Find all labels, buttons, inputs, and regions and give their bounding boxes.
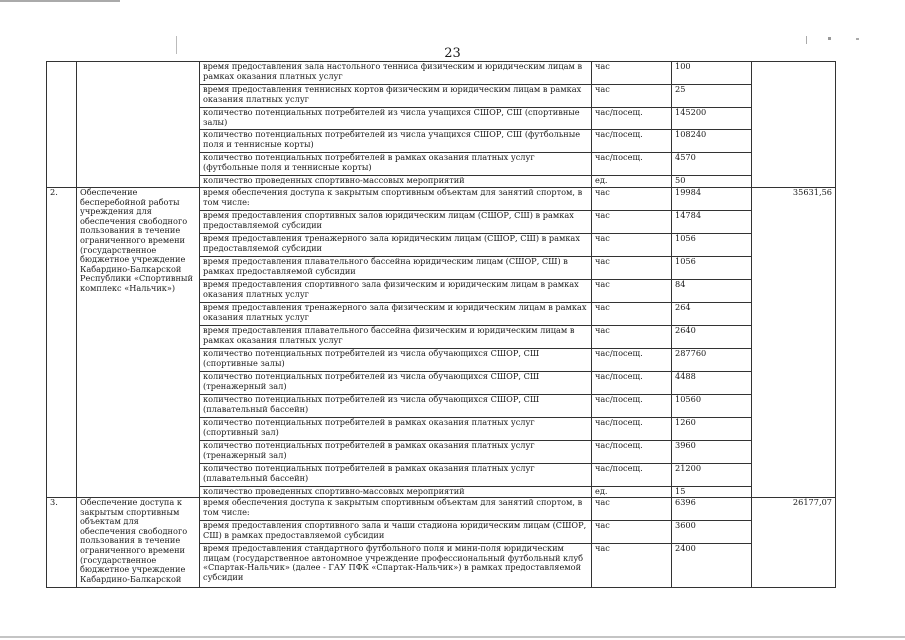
indicator-cell: время предоставления спортивного зала и чаши стадиона юридическим лицам (СШОР, СШ) в рамках предоставляемой субсидии <box>200 521 592 544</box>
indicator-cell: количество проведенных спортивно-массовых мероприятий <box>200 487 592 498</box>
value-cell: 108240 <box>672 130 752 153</box>
sum-cell <box>752 62 836 188</box>
indicator-cell: количество потенциальных потребителей из числа учащихся СШОР, СШ (футбольные поля и теннисные корты) <box>200 130 592 153</box>
unit-cell: час <box>592 498 672 521</box>
unit-cell: час <box>592 234 672 257</box>
indicator-cell: количество потенциальных потребителей из числа обучающихся СШОР, СШ (плавательный бассейн) <box>200 395 592 418</box>
unit-cell: час <box>592 280 672 303</box>
unit-cell: час <box>592 521 672 544</box>
unit-cell: час/посещ. <box>592 464 672 487</box>
value-cell: 21200 <box>672 464 752 487</box>
indicator-cell: время предоставления теннисных кортов физическим и юридическим лицам в рамках оказания платных услуг <box>200 85 592 108</box>
indicator-cell: количество потенциальных потребителей из числа обучающихся СШОР, СШ (тренажерный зал) <box>200 372 592 395</box>
sum-cell: 26177,07 <box>752 498 836 588</box>
unit-cell: час/посещ. <box>592 349 672 372</box>
value-cell: 2400 <box>672 544 752 588</box>
scan-mark-right-2 <box>828 37 831 40</box>
value-cell: 50 <box>672 176 752 188</box>
num-cell: 2. <box>47 188 77 498</box>
indicator-cell: время предоставления спортивного зала физическим и юридическим лицам в рамках оказания платных услуг <box>200 280 592 303</box>
unit-cell: ед. <box>592 487 672 498</box>
scan-mark-right-3 <box>856 38 859 40</box>
unit-cell: час/посещ. <box>592 108 672 130</box>
value-cell: 6396 <box>672 498 752 521</box>
unit-cell: час <box>592 326 672 349</box>
scan-mark-right <box>806 36 807 44</box>
value-cell: 14784 <box>672 211 752 234</box>
scan-mark-bottom <box>0 636 905 638</box>
value-cell: 4570 <box>672 153 752 176</box>
value-cell: 2640 <box>672 326 752 349</box>
unit-cell: час <box>592 303 672 326</box>
indicator-cell: количество потенциальных потребителей из числа обучающихся СШОР, СШ (спортивные залы) <box>200 349 592 372</box>
table-row <box>47 498 836 521</box>
indicator-cell: время предоставления стандартного футбольного поля и мини-поля юридическим лицам (государственное автономное учреждение профессиональный футбольный клуб «Спартак-Нальчик» (далее - ГАУ ПФК «Спартак-Нальчик») в рамках предоставляемой субсидии <box>200 544 592 588</box>
value-cell: 3600 <box>672 521 752 544</box>
num-cell <box>47 62 77 188</box>
unit-cell: час <box>592 62 672 85</box>
value-cell: 15 <box>672 487 752 498</box>
indicator-cell: количество потенциальных потребителей в рамках оказания платных услуг (тренажерный зал) <box>200 441 592 464</box>
num-cell: 3. <box>47 498 77 588</box>
indicator-cell: время предоставления тренажерного зала юридическим лицам (СШОР, СШ) в рамках предоставляемой субсидии <box>200 234 592 257</box>
unit-cell: час <box>592 188 672 211</box>
indicator-cell: время предоставления плавательного бассейна физическим и юридическим лицам в рамках оказания платных услуг <box>200 326 592 349</box>
indicator-cell: время предоставления плавательного бассейна юридическим лицам (СШОР, СШ) в рамках предоставляемой субсидии <box>200 257 592 280</box>
indicator-cell: количество проведенных спортивно-массовых мероприятий <box>200 176 592 188</box>
value-cell: 1260 <box>672 418 752 441</box>
value-cell: 100 <box>672 62 752 85</box>
table-row <box>47 188 836 211</box>
service-cell <box>77 62 200 188</box>
value-cell: 3960 <box>672 441 752 464</box>
value-cell: 287760 <box>672 349 752 372</box>
value-cell: 4488 <box>672 372 752 395</box>
unit-cell: час <box>592 544 672 588</box>
unit-cell: час/посещ. <box>592 372 672 395</box>
service-cell: Обеспечение бесперебойной работы учреждения для обеспечения свободного пользования в течение ограниченного времени (государственное бюджетное учреждение Кабардино-Балкарской Республики «Спортивный комплекс «Нальчик») <box>77 188 200 498</box>
indicator-cell: время предоставления тренажерного зала физическим и юридическим лицам в рамках оказания платных услуг <box>200 303 592 326</box>
indicator-cell: время обеспечения доступа к закрытым спортивным объектам для занятий спортом, в том числе: <box>200 498 592 521</box>
indicator-cell: количество потенциальных потребителей в рамках оказания платных услуг (футбольные поля и теннисные корты) <box>200 153 592 176</box>
unit-cell: час/посещ. <box>592 441 672 464</box>
unit-cell: час/посещ. <box>592 395 672 418</box>
table-row <box>47 62 836 85</box>
unit-cell: час/посещ. <box>592 153 672 176</box>
value-cell: 1056 <box>672 257 752 280</box>
services-table <box>46 61 836 588</box>
sum-cell: 35631,56 <box>752 188 836 498</box>
indicator-cell: время предоставления зала настольного тенниса физическим и юридическим лицам в рамках оказания платных услуг <box>200 62 592 85</box>
unit-cell: час/посещ. <box>592 130 672 153</box>
unit-cell: час <box>592 211 672 234</box>
value-cell: 19984 <box>672 188 752 211</box>
indicator-cell: количество потенциальных потребителей в рамках оказания платных услуг (спортивный зал) <box>200 418 592 441</box>
value-cell: 145200 <box>672 108 752 130</box>
unit-cell: час <box>592 85 672 108</box>
scan-mark-top-left <box>0 0 120 2</box>
value-cell: 10560 <box>672 395 752 418</box>
service-cell: Обеспечение доступа к закрытым спортивным объектам для обеспечения свободного пользования в течение ограниченного времени (государственное бюджетное учреждение Кабардино-Балкарской <box>77 498 200 588</box>
page-number: 23 <box>444 46 461 61</box>
indicator-cell: количество потенциальных потребителей в рамках оказания платных услуг (плавательный бассейн) <box>200 464 592 487</box>
value-cell: 25 <box>672 85 752 108</box>
value-cell: 84 <box>672 280 752 303</box>
indicator-cell: количество потенциальных потребителей из числа учащихся СШОР, СШ (спортивные залы) <box>200 108 592 130</box>
indicator-cell: время предоставления спортивных залов юридическим лицам (СШОР, СШ) в рамках предоставляемой субсидии <box>200 211 592 234</box>
unit-cell: час/посещ. <box>592 418 672 441</box>
unit-cell: ед. <box>592 176 672 188</box>
unit-cell: час <box>592 257 672 280</box>
value-cell: 264 <box>672 303 752 326</box>
value-cell: 1056 <box>672 234 752 257</box>
indicator-cell: время обеспечения доступа к закрытым спортивным объектам для занятий спортом, в том числе: <box>200 188 592 211</box>
